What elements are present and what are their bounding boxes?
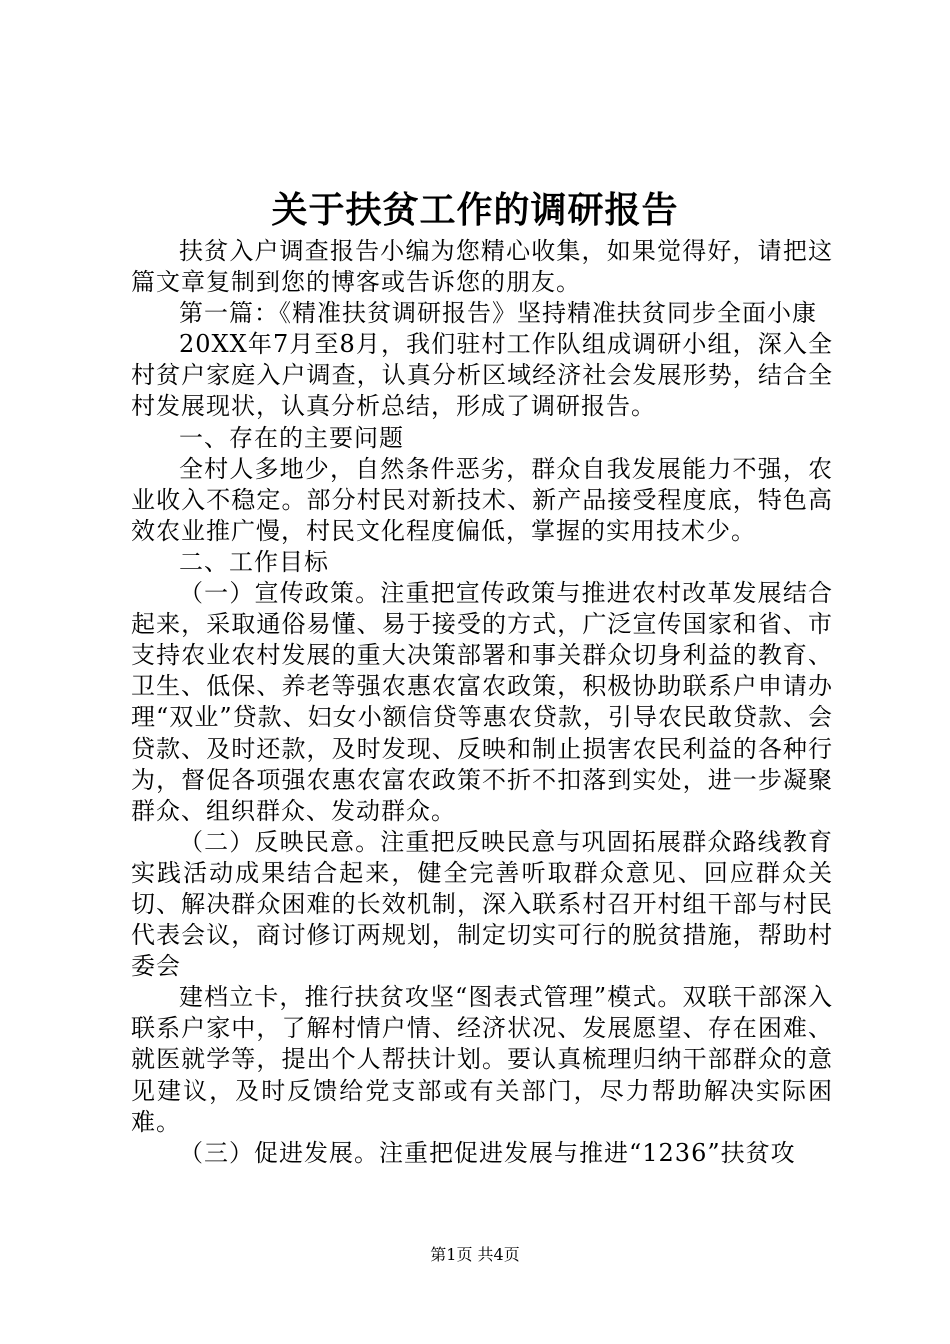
document-title: 关于扶贫工作的调研报告 bbox=[271, 189, 679, 231]
paragraph-goal-development: （三）促进发展。注重把促进发展与推进“1236”扶贫攻 bbox=[179, 1138, 796, 1167]
paragraph-goal-policy: （一）宣传政策。注重把宣传政策与推进农村改革发展结合起来，采取通俗易懂、易于接受的方式，广泛宣传国家和省、市支持农业农村发展的重大决策部署和事关群众切身利益的教育、卫生、低保、养老等强农惠农富农政策，积极协助联系户申请办理“双业”贷款、妇女小额信贷等惠农贷款，引导农民敢贷款、会贷款、及时还款，及时发现、反映和制止损害农民利益的各种行为，督促各项强农惠农富农政策不折不扣落到实处，进一步凝聚群众、组织群众、发动群众。 bbox=[131, 579, 833, 825]
paragraph-problems: 全村人多地少，自然条件恶劣，群众自我发展能力不强，农业收入不稳定。部分村民对新技术、新产品接受程度底，特色高效农业推广慢，村民文化程度偏低，掌握的实用技术少。 bbox=[131, 454, 833, 545]
paragraph-filing: 建档立卡，推行扶贫攻坚“图表式管理”模式。双联干部深入联系户家中，了解村情户情、经济状况、发展愿望、存在困难、就医就学等，提出个人帮扶计划。要认真梳理归纳干部群众的意见建议，及时反馈给党支部或有关部门，尽力帮助解决实际困难。 bbox=[131, 983, 833, 1136]
paragraph-background: 20XX年7月至8月，我们驻村工作队组成调研小组，深入全村贫户家庭入户调查，认真分析区域经济社会发展形势，结合全村发展现状，认真分析总结，形成了调研报告。 bbox=[131, 330, 833, 421]
page-footer: 第1页 共4页 bbox=[430, 1245, 520, 1264]
paragraph-goal-public-opinion: （二）反映民意。注重把反映民意与巩固拓展群众路线教育实践活动成果结合起来，健全完善听取群众意见、回应群众关切、解决群众困难的长效机制，深入联系村召开村组干部与村民代表会议，商讨修订两规划，制定切实可行的脱贫措施，帮助村委会 bbox=[131, 827, 833, 981]
section-heading-goals: 二、工作目标 bbox=[179, 547, 329, 576]
paragraph-chapter-heading: 第一篇：《精准扶贫调研报告》坚持精准扶贫同步全面小康 bbox=[179, 299, 817, 328]
section-heading-problems: 一、存在的主要问题 bbox=[179, 423, 404, 452]
paragraph-intro: 扶贫入户调查报告小编为您精心收集，如果觉得好，请把这篇文章复制到您的博客或告诉您的朋友。 bbox=[131, 237, 833, 297]
document-body bbox=[131, 236, 833, 1169]
